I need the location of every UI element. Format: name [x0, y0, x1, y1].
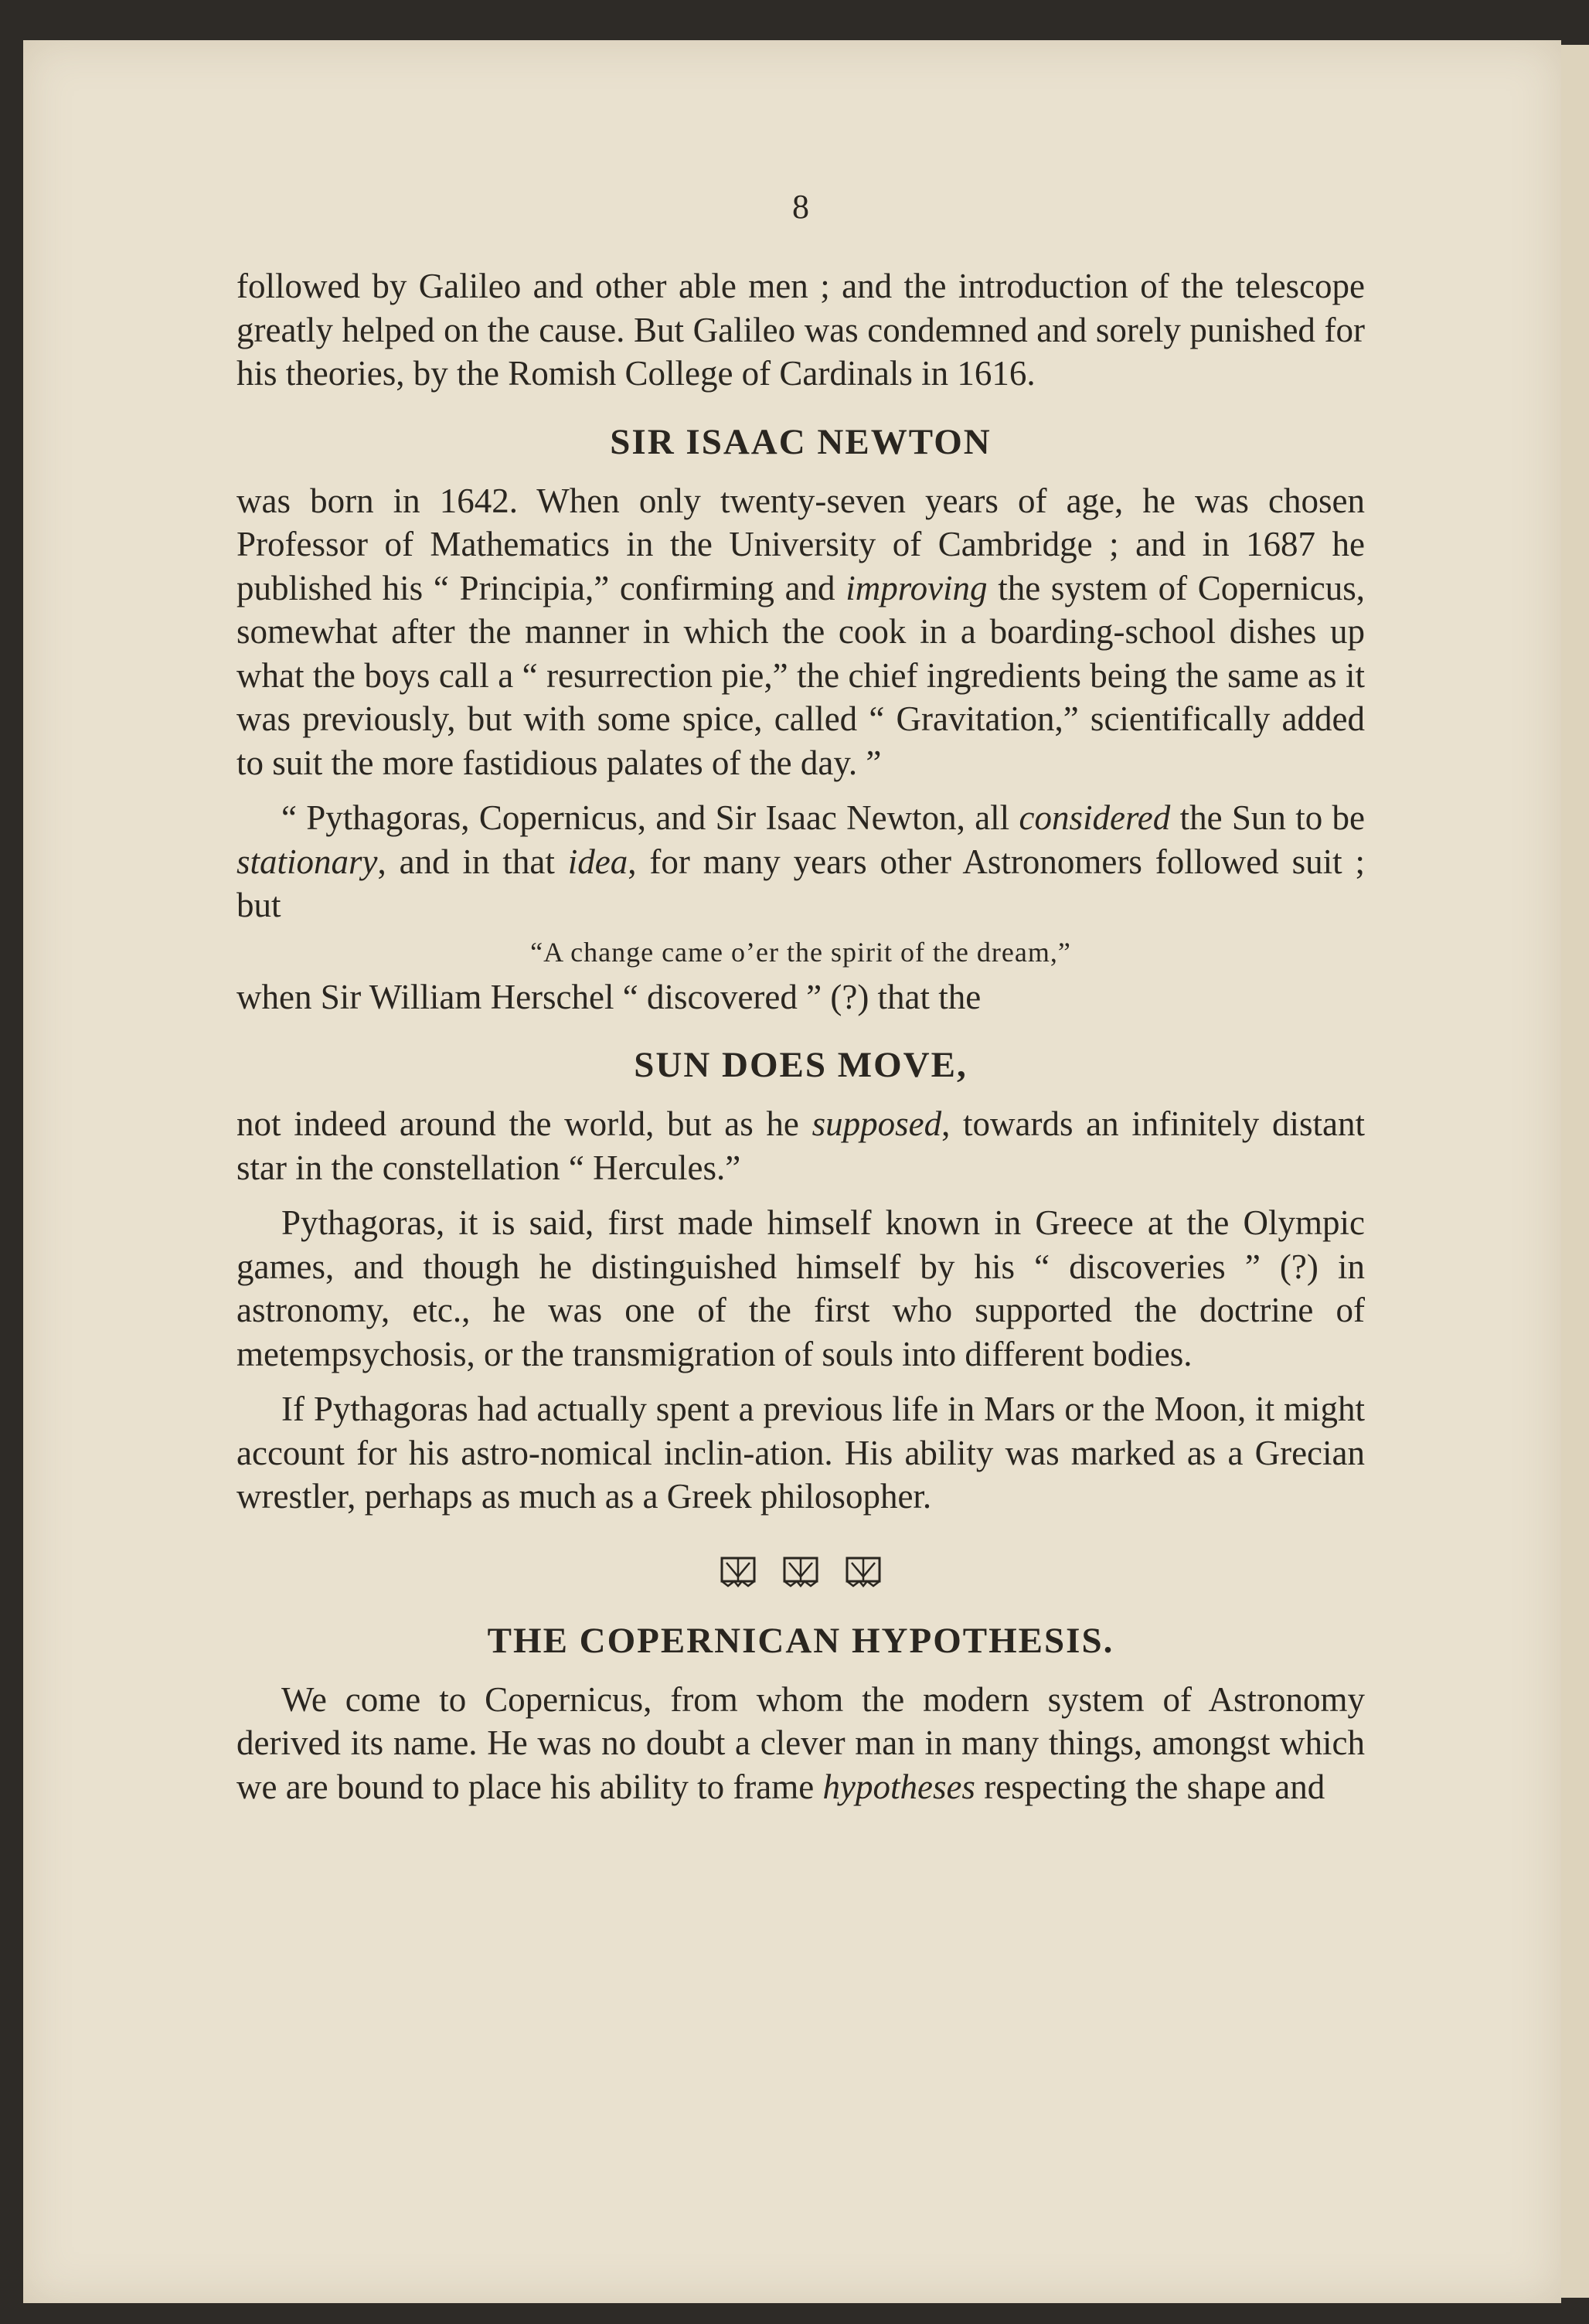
- paragraph-text: was born in 1642. When only twenty-seven years of age, he was chosen Professor of Mathematics in the University of Cambridge ; and in 1687 he published his “ Principia,” confirming and: [236, 481, 1365, 607]
- page-number: 8: [792, 188, 809, 226]
- paragraph-text: , towards an infinitely distant star in the constellation “ Hercules.”: [236, 1104, 1365, 1187]
- printer-fleuron-icon: [719, 1557, 757, 1587]
- paragraph-copernicus: [236, 1678, 1365, 1809]
- paragraph-pythagoras-quote: [236, 796, 1365, 927]
- paragraph-olympic: [236, 1201, 1365, 1376]
- paragraph-herschel: [236, 975, 1365, 1019]
- italic-text: hypotheses: [822, 1767, 975, 1806]
- quoted-verse: “A change came o’er the spirit of the dream,”: [530, 936, 1071, 968]
- paragraph-text: the system of Copernicus, somewhat after the manner in which the cook in a boarding-school dishes up what the boys call a “ resurrection pie,” the chief ingredients being the same as it was previously, but with some spice, called “ Gravitation,” scientifically added to suit the more fastidious palates of the day. ”: [236, 568, 1365, 782]
- italic-text: improving: [846, 568, 988, 607]
- paragraph-hercules: [236, 1102, 1365, 1189]
- section-ornament: [236, 1554, 1365, 1588]
- paragraph-text: respecting the shape and: [975, 1767, 1325, 1806]
- page-text: [236, 185, 1365, 1809]
- heading-copernican: THE COPERNICAN HYPOTHESIS.: [487, 1620, 1114, 1661]
- italic-text: stationary: [236, 842, 378, 881]
- heading-sun-moves: SUN DOES MOVE,: [634, 1045, 968, 1085]
- paragraph-text: Pythagoras, it is said, first made himself known in Greece at the Olympic games, and though he distinguished himself by his “ discoveries ” (?) in astronomy, etc., he was one of the first who supported the doctrine of metempsychosis, or the transmigration of souls into different bodies.: [236, 1203, 1365, 1373]
- heading-newton: SIR ISAAC NEWTON: [610, 421, 992, 462]
- paragraph-text: followed by Galileo and other able men ; and the introduction of the telescope greatly helped on the cause. But Galileo was condemned and sorely punished for his theories, by the Romish College of Cardinals in 1616.: [236, 267, 1365, 393]
- paragraph-newton: [236, 479, 1365, 785]
- paragraph-text: when Sir William Herschel “ discovered ” (?) that the: [236, 977, 982, 1016]
- italic-text: supposed: [812, 1104, 942, 1143]
- printer-fleuron-icon: [844, 1557, 883, 1587]
- italic-text: considered: [1019, 798, 1171, 837]
- paragraph-mars: [236, 1387, 1365, 1519]
- italic-text: idea: [567, 842, 628, 881]
- paragraph-text: the Sun to be: [1170, 798, 1365, 837]
- paragraph-text: , and in that: [377, 842, 568, 881]
- paragraph-text: , for many years other Astronomers followed suit ; but: [236, 842, 1365, 924]
- paragraph-text: not indeed around the world, but as he: [236, 1104, 812, 1143]
- printer-fleuron-icon: [781, 1557, 820, 1587]
- paragraph-text: We come to Copernicus, from whom the modern system of Astronomy derived its name. He was no doubt a clever man in many things, amongst which we are bound to place his ability to frame: [236, 1679, 1365, 1806]
- paragraph-galileo: [236, 264, 1365, 396]
- paragraph-text: “ Pythagoras, Copernicus, and Sir Isaac Newton, all: [281, 798, 1019, 837]
- paragraph-text: If Pythagoras had actually spent a previous life in Mars or the Moon, it might account for his astro-nomical inclin-ation. His ability was marked as a Grecian wrestler, perhaps as much as a Greek philosopher.: [236, 1390, 1365, 1516]
